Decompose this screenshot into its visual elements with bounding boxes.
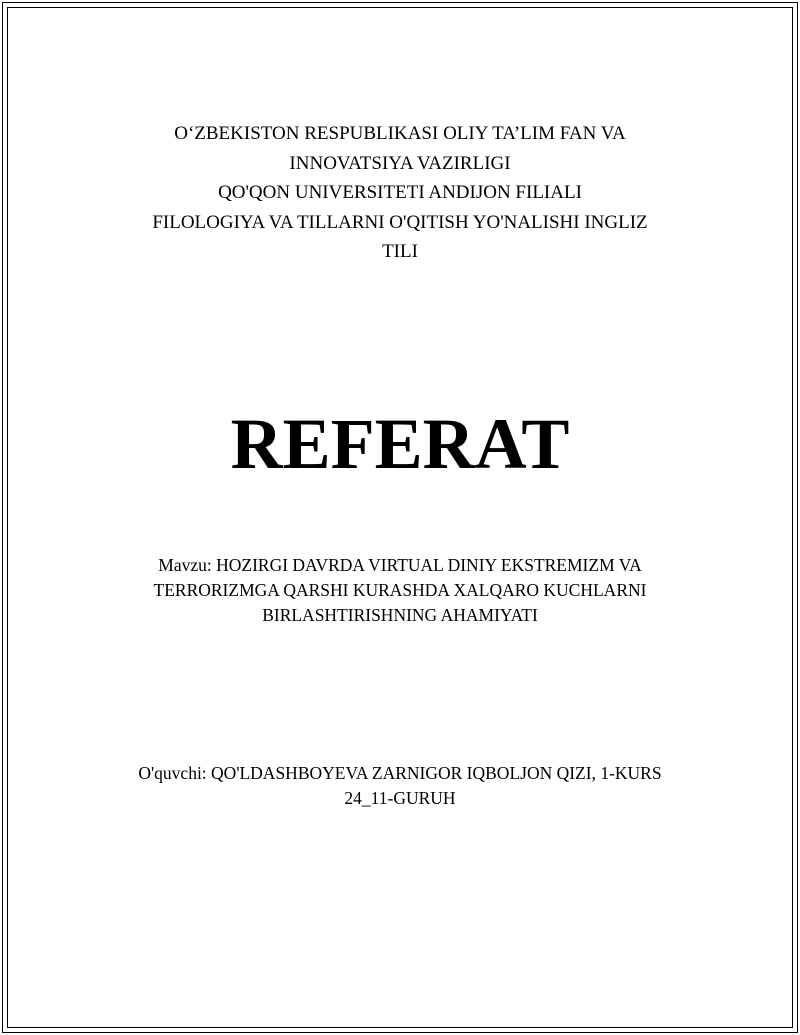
header-line: INNOVATSIYA VAZIRLIGI	[289, 152, 511, 174]
document-title: REFERAT	[230, 404, 570, 484]
student-line: O'quvchi: QO'LDASHBOYEVA ZARNIGOR IQBOLJON QIZI, 1-KURS	[138, 763, 662, 783]
topic-line: Mavzu: HOZIRGI DAVRDA VIRTUAL DINIY EKSTREMIZM VA	[158, 555, 642, 575]
topic-block	[100, 553, 700, 628]
topic-line: TERRORIZMGA QARSHI KURASHDA XALQARO KUCHLARNI	[153, 580, 647, 600]
header-line: TILI	[382, 241, 418, 262]
student-block	[100, 761, 700, 811]
header-line: O‘ZBEKISTON RESPUBLIKASI OLIY TA’LIM FAN VA	[174, 123, 626, 144]
topic-line: BIRLASHTIRISHNING AHAMIYATI	[262, 605, 538, 625]
header-line: QO'QON UNIVERSITETI ANDIJON FILIALI	[218, 182, 582, 203]
student-line: 24_11-GURUH	[344, 788, 456, 808]
institution-header	[100, 119, 700, 267]
header-line: FILOLOGIYA VA TILLARNI O'QITISH YO'NALISHI INGLIZ	[152, 211, 648, 233]
